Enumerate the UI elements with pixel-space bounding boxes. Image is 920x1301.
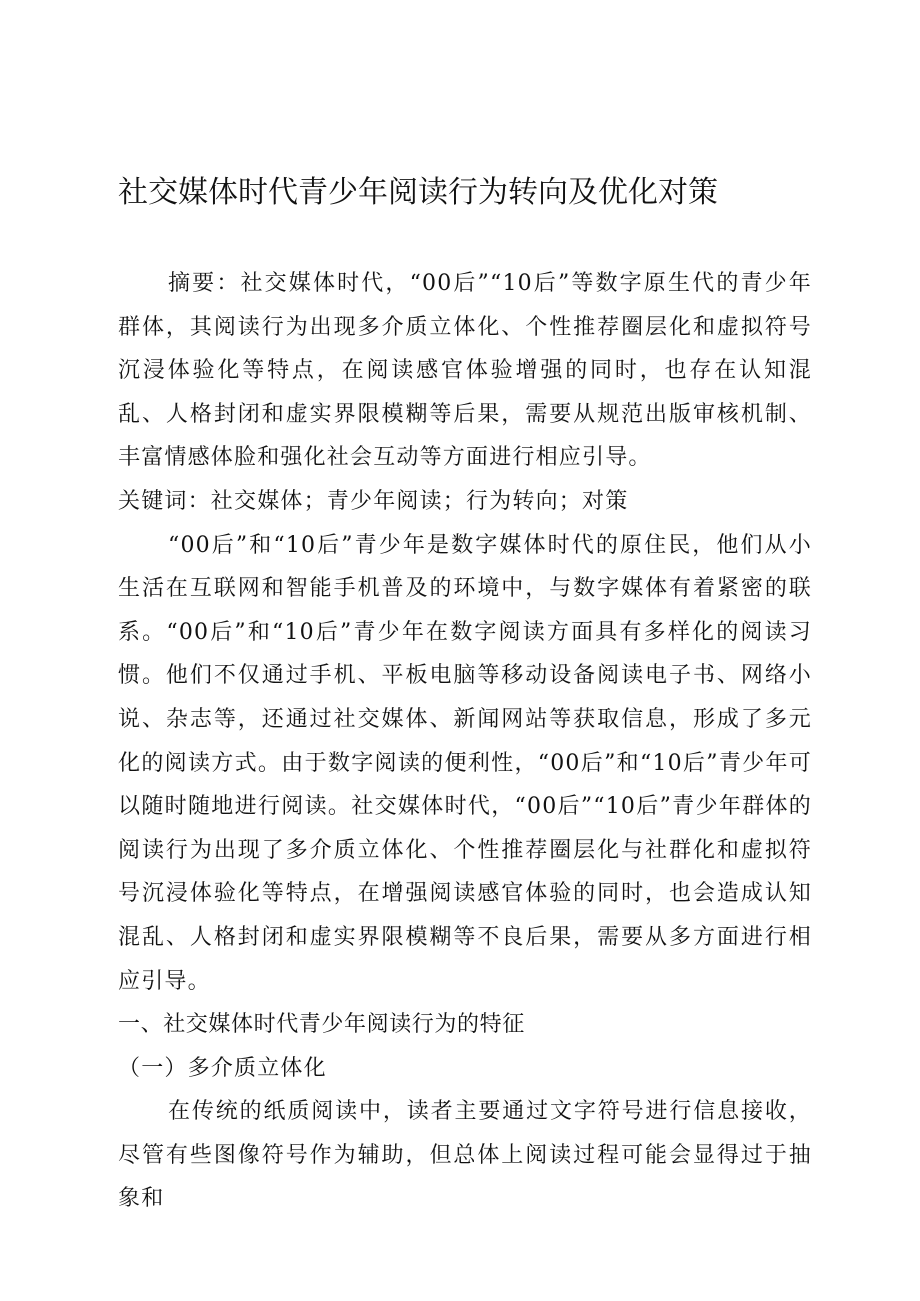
document-body	[118, 262, 812, 1221]
intro-paragraph: “00后”和“10后”青少年是数字媒体时代的原住民，他们从小生活在互联网和智能手机普及的环境中，与数字媒体有着紧密的联系。“00后”和“10后”青少年在数字阅读方面具有多样化的阅读习惯。他们不仅通过手机、平板电脑等移动设备阅读电子书、网络小说、杂志等，还通过社交媒体、新闻网站等获取信息，形成了多元化的阅读方式。由于数字阅读的便利性，“00后”和“10后”青少年可以随时随地进行阅读。社交媒体时代，“00后”“10后”青少年群体的阅读行为出现了多介质立体化、个性推荐圈层化与社群化和虚拟符号沉浸体验化等特点，在增强阅读感官体验的同时，也会造成认知混乱、人格封闭和虚实界限模糊等不良后果，需要从多方面进行相应引导。	[118, 532, 812, 994]
abstract-paragraph: 摘要：社交媒体时代，“00后”“10后”等数字原生代的青少年群体，其阅读行为出现多介质立体化、个性推荐圈层化和虚拟符号沉浸体验化等特点，在阅读感官体验增强的同时，也存在认知混乱、人格封闭和虚实界限模糊等后果，需要从规范出版审核机制、丰富情感体脸和强化社会互动等方面进行相应引导。	[118, 271, 812, 471]
subsection-1-paragraph: 在传统的纸质阅读中，读者主要通过文字符号进行信息接收，尽管有些图像符号作为辅助，但总体上阅读过程可能会显得过于抽象和	[118, 1099, 812, 1212]
subsection-heading-1: （一）多介质立体化	[118, 1055, 327, 1081]
section-heading-1: 一、社交媒体时代青少年阅读行为的特征	[118, 1012, 525, 1038]
document-title: 社交媒体时代青少年阅读行为转向及优化对策	[118, 175, 718, 210]
keywords-line: 关键词：社交媒体；青少年阅读；行为转向；对策	[118, 488, 629, 514]
